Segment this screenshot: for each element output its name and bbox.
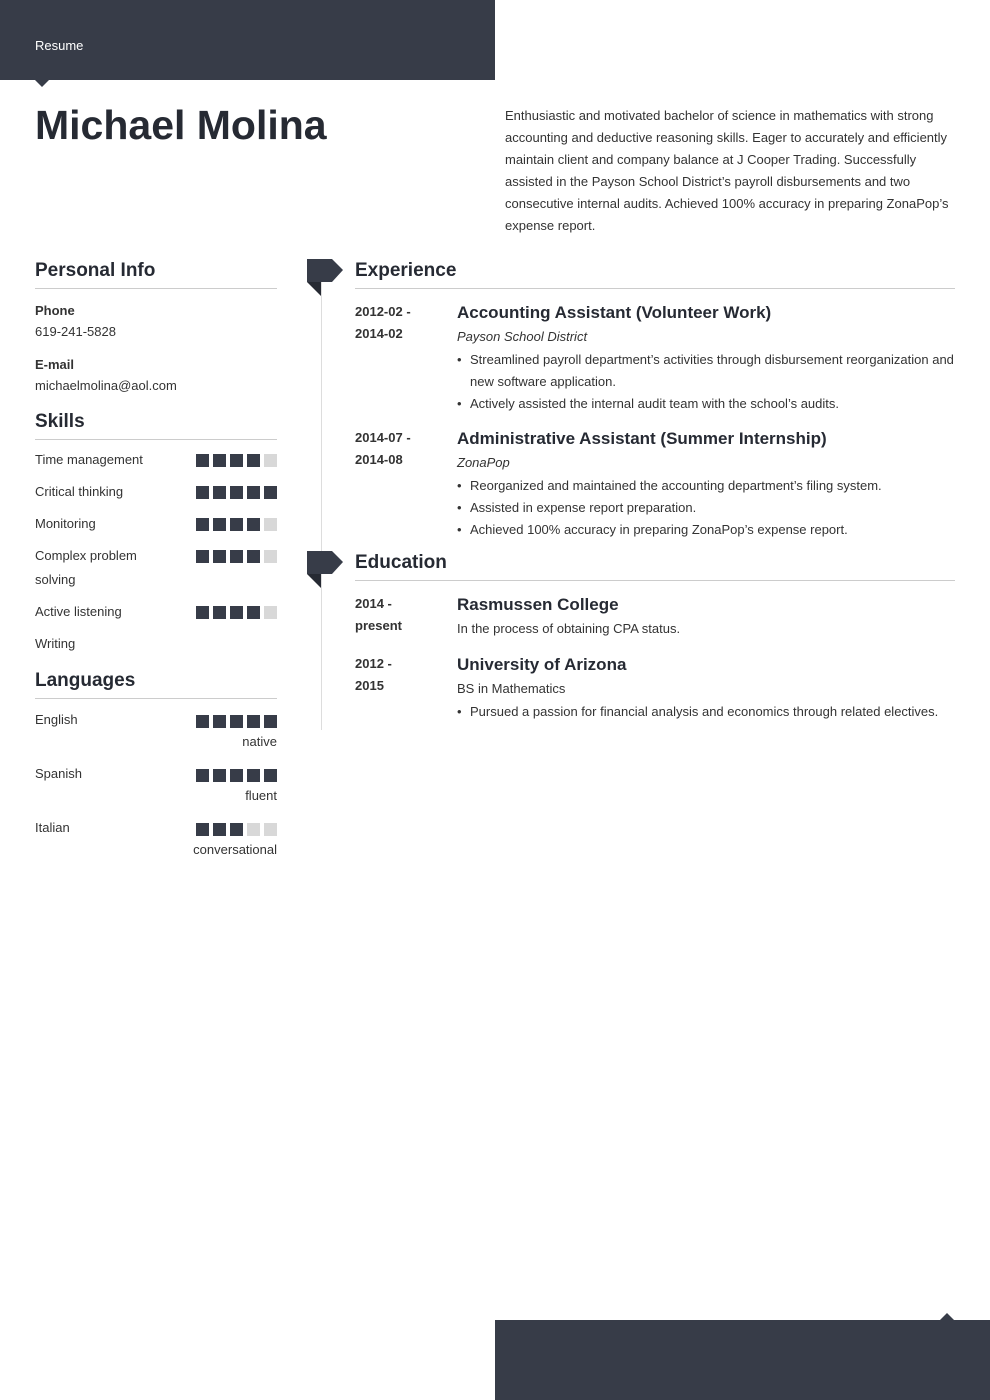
rating-dot <box>264 606 277 619</box>
rating-dot <box>196 486 209 499</box>
start-date: 2012 - <box>355 656 392 671</box>
skills-list <box>35 448 277 656</box>
language-item <box>35 709 277 753</box>
languages-list <box>35 709 277 861</box>
skill-item <box>35 448 277 472</box>
entry-organization: ZonaPop <box>457 455 510 470</box>
rating-dot <box>247 715 260 728</box>
entry-bullet: • Pursued a passion for financial analysis and economics through related electives. <box>457 701 955 723</box>
education-entry <box>355 593 955 641</box>
entry-bullet: • Reorganized and maintained the accounting department’s filing system. <box>457 475 955 497</box>
rating-dots <box>196 518 277 536</box>
rating-dot <box>264 823 277 836</box>
personal-info-heading: Personal Info <box>35 260 277 289</box>
rating-dot <box>196 715 209 728</box>
rating-dot <box>247 550 260 563</box>
summary: Enthusiastic and motivated bachelor of science in mathematics with strong accounting and deductive reasoning skills. Eager to accurately and efficiently maintain client and company balance at J Cooper Trading. Successfully assisted in the Payson School District’s payroll disbursements and two consecutive internal audits. Achieved 100% accuracy in preparing ZonaPop’s expense report. <box>505 108 949 233</box>
entry-dates <box>355 427 457 541</box>
entry-dates <box>355 301 457 415</box>
rating-dot <box>213 769 226 782</box>
header-bar <box>0 0 495 80</box>
rating-dot <box>230 769 243 782</box>
entry-description: In the process of obtaining CPA status. <box>457 621 681 636</box>
rating-dot <box>230 454 243 467</box>
pointer-icon <box>35 80 49 87</box>
entry-description: BS in Mathematics <box>457 681 566 696</box>
language-level: conversational <box>193 842 277 857</box>
start-date: 2012-02 - <box>355 304 411 319</box>
language-name: Italian <box>35 820 70 835</box>
entry-title: Accounting Assistant (Volunteer Work) <box>457 303 772 322</box>
education-section <box>355 552 955 723</box>
entry-organization: Payson School District <box>457 329 588 344</box>
language-name: English <box>35 712 78 727</box>
experience-flag-icon <box>307 259 344 296</box>
rating-dot <box>196 550 209 563</box>
left-column <box>35 260 277 861</box>
rating-dots <box>196 486 277 504</box>
rating-dot <box>230 486 243 499</box>
rating-dot <box>247 823 260 836</box>
rating-dots <box>196 454 277 472</box>
rating-dot <box>196 823 209 836</box>
entry-bullet: • Actively assisted the internal audit team with the school’s audits. <box>457 393 955 415</box>
rating-dot <box>247 606 260 619</box>
start-date: 2014 - <box>355 596 392 611</box>
skill-item <box>35 600 277 624</box>
skill-name: Complex problem solving <box>35 548 137 587</box>
end-date: 2014-02 <box>355 326 403 341</box>
email-label: E-mail <box>35 357 75 372</box>
rating-dot <box>230 606 243 619</box>
rating-dot <box>230 823 243 836</box>
rating-dot <box>264 715 277 728</box>
skill-item <box>35 480 277 504</box>
pointer-icon <box>940 1313 954 1320</box>
rating-dot <box>213 518 226 531</box>
rating-dot <box>264 518 277 531</box>
rating-dot <box>264 486 277 499</box>
rating-dot <box>213 550 226 563</box>
skill-item <box>35 632 277 656</box>
skill-name: Time management <box>35 452 143 467</box>
rating-dots <box>196 823 277 839</box>
candidate-name: Michael Molina <box>35 102 327 148</box>
rating-dot <box>213 823 226 836</box>
language-level: native <box>242 734 277 749</box>
rating-dots <box>196 550 277 592</box>
rating-dot <box>247 769 260 782</box>
start-date: 2014-07 - <box>355 430 411 445</box>
rating-dot <box>213 715 226 728</box>
education-entry <box>355 653 955 723</box>
language-name: Spanish <box>35 766 82 781</box>
rating-dot <box>230 518 243 531</box>
rating-dot <box>230 715 243 728</box>
rating-dot <box>247 486 260 499</box>
rating-dot <box>213 486 226 499</box>
rating-dots <box>196 769 277 785</box>
rating-dots <box>196 715 277 731</box>
language-item <box>35 817 277 861</box>
phone-value: 619-241-5828 <box>35 324 116 339</box>
timeline-line <box>321 282 322 730</box>
entry-dates <box>355 653 457 723</box>
rating-dot <box>230 550 243 563</box>
entry-title: University of Arizona <box>457 655 627 674</box>
phone-label: Phone <box>35 303 75 318</box>
rating-dot <box>196 454 209 467</box>
entry-bullet: • Achieved 100% accuracy in preparing ZonaPop’s expense report. <box>457 519 955 541</box>
language-level: fluent <box>245 788 277 803</box>
rating-dot <box>247 518 260 531</box>
experience-entry <box>355 301 955 415</box>
languages-heading: Languages <box>35 670 277 699</box>
rating-dot <box>264 550 277 563</box>
experience-section <box>355 260 955 541</box>
skill-name: Active listening <box>35 604 122 619</box>
experience-heading: Experience <box>355 260 955 289</box>
rating-dot <box>264 454 277 467</box>
rating-dot <box>213 454 226 467</box>
language-item <box>35 763 277 807</box>
end-date: 2015 <box>355 678 384 693</box>
entry-title: Administrative Assistant (Summer Internship) <box>457 429 827 448</box>
experience-entry <box>355 427 955 541</box>
rating-dot <box>213 606 226 619</box>
rating-dot <box>247 454 260 467</box>
end-date: present <box>355 618 402 633</box>
email-value: michaelmolina@aol.com <box>35 378 177 393</box>
entry-bullet: • Streamlined payroll department’s activities through disbursement reorganization and new software application. <box>457 349 955 393</box>
education-flag-icon <box>307 551 344 588</box>
entry-dates <box>355 593 457 641</box>
entry-title: Rasmussen College <box>457 595 619 614</box>
footer-bar <box>495 1320 990 1400</box>
skill-name: Writing <box>35 636 76 651</box>
education-heading: Education <box>355 552 955 581</box>
rating-dot <box>196 606 209 619</box>
rating-dots <box>196 606 277 624</box>
skill-item <box>35 544 277 592</box>
skill-item <box>35 512 277 536</box>
rating-dot <box>264 769 277 782</box>
entry-bullet: • Assisted in expense report preparation. <box>457 497 955 519</box>
skill-name: Critical thinking <box>35 484 124 499</box>
rating-dot <box>196 769 209 782</box>
document-label: Resume <box>35 38 84 53</box>
skill-name: Monitoring <box>35 516 96 531</box>
rating-dot <box>196 518 209 531</box>
end-date: 2014-08 <box>355 452 403 467</box>
skills-heading: Skills <box>35 411 277 440</box>
